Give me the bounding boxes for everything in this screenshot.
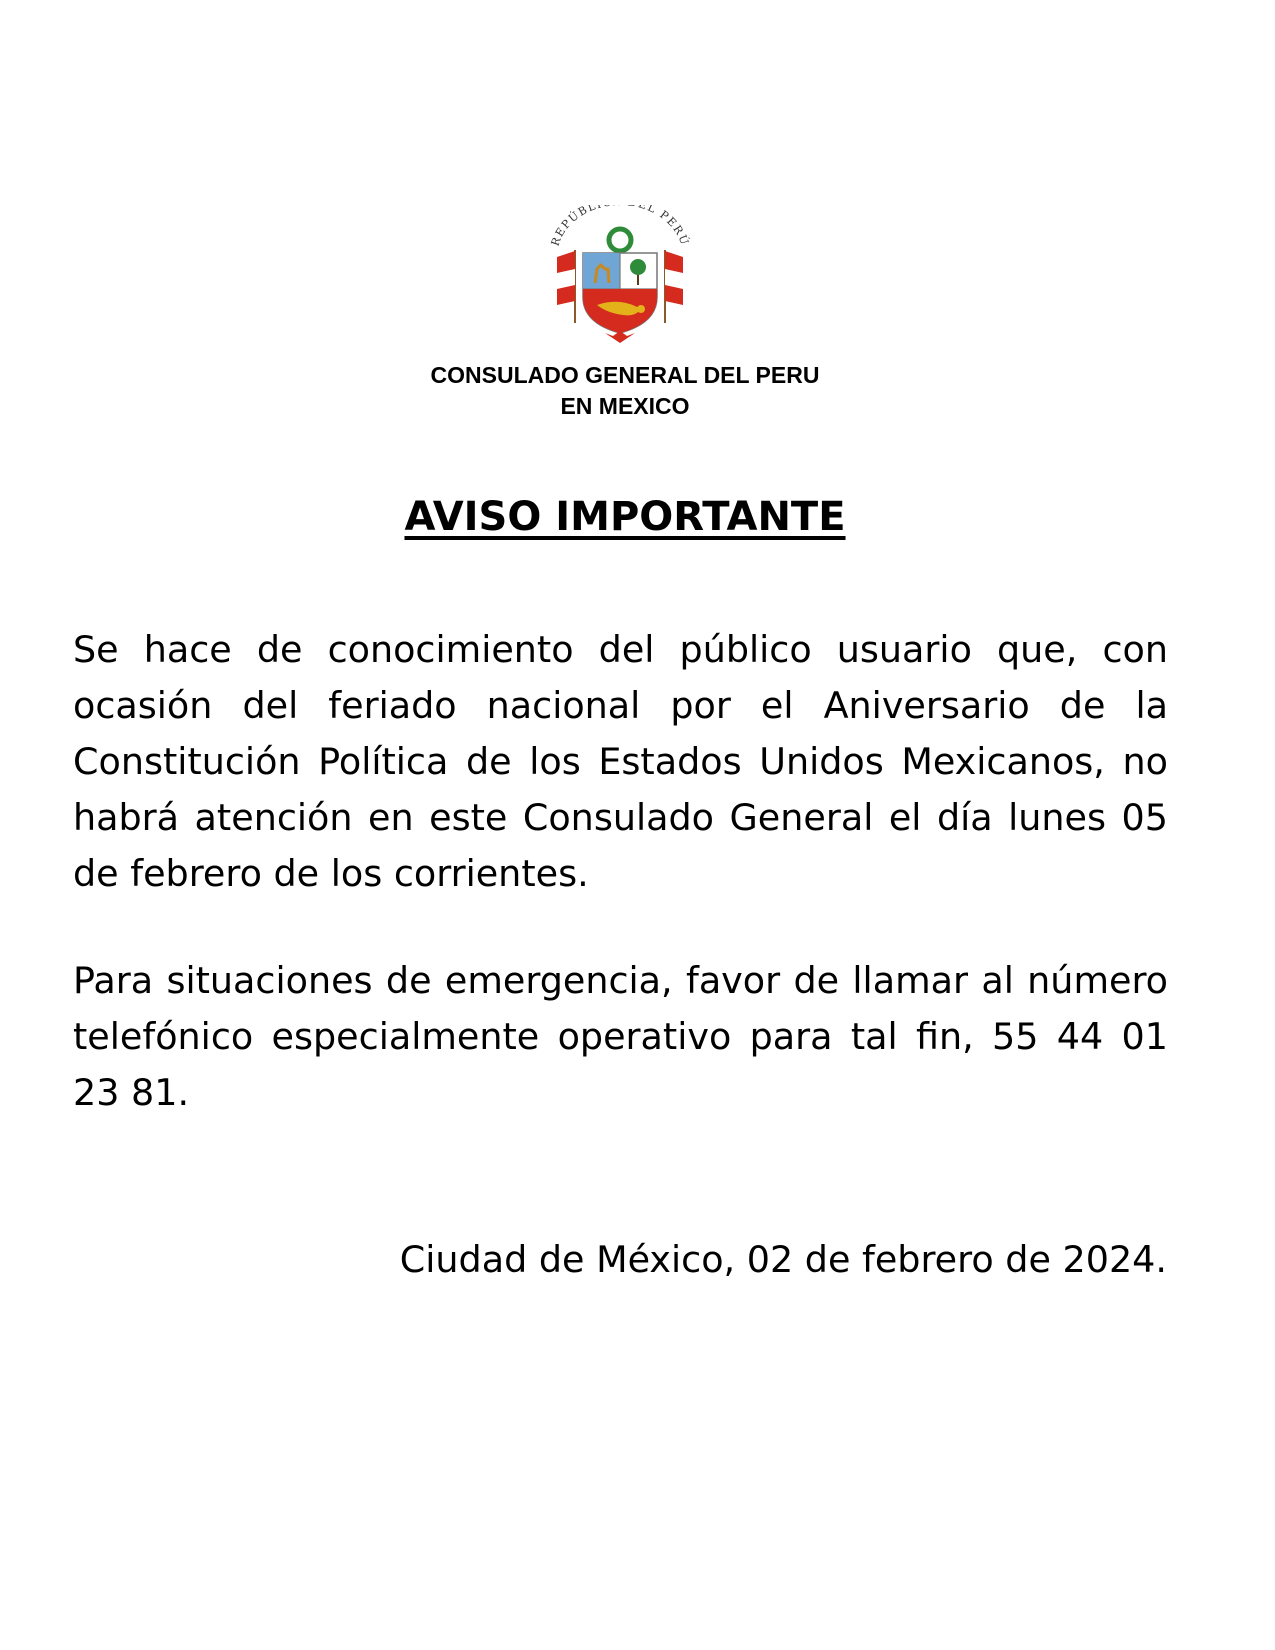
notice-paragraph-1: Se hace de conocimiento del público usuario que, con ocasión del feriado nacional por el Aniversario de la Constitución Política de los Estados Unidos Mexicanos, no habrá atención en este Consulado General el día lunes 05 de febrero de los corrientes. — [73, 628, 1168, 895]
place-date-line: Ciudad de México, 02 de febrero de 2024. — [399, 1238, 1167, 1281]
seal-arc-text: REPÚBL L PERÚ — [548, 205, 692, 248]
notice-title: AVISO IMPORTANTE — [404, 494, 846, 540]
peru-coat-of-arms-icon — [545, 205, 695, 345]
notice-paragraph-2: Para situaciones de emergencia, favor de llamar al número telefónico especialmente operativo para tal fin, 55 44 01 23 81. — [73, 959, 1168, 1114]
header-line-2: EN MEXICO — [560, 393, 690, 419]
consulate-header — [0, 360, 1250, 422]
header-line-1: CONSULADO GENERAL DEL PERU — [430, 362, 820, 388]
